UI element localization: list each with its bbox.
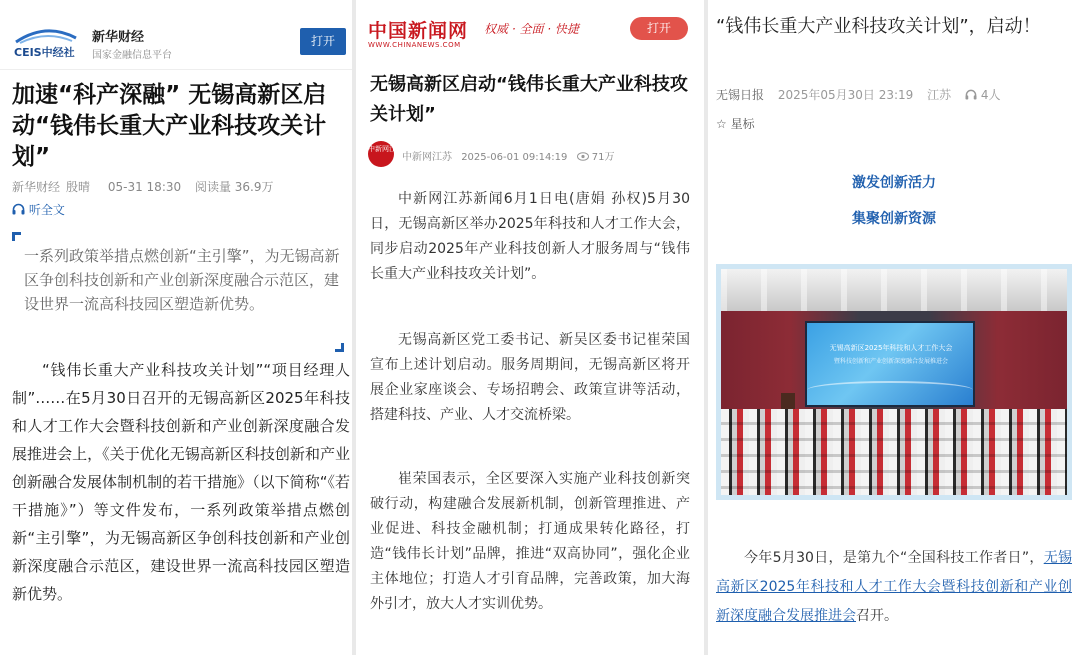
slogan-line: 激发创新活力 <box>852 175 936 191</box>
logo-arc-icon <box>14 28 78 44</box>
photo-stage-screen <box>805 321 975 407</box>
listen-button[interactable] <box>12 201 65 218</box>
meta-source: 中新网江苏 <box>402 152 452 163</box>
para-suffix: 召开。 <box>856 608 898 624</box>
app-header <box>0 0 352 70</box>
conference-photo[interactable] <box>716 264 1072 500</box>
article-paragraph: 崔荣国表示，全区要深入实施产业科技创新突破行动，构建融合发展新机制，创新管理推进、产业促进、科技金融机制；打通成果转化路径，打造“钱伟长计划”品牌，推进“双高协同”，强化企业主体地位；打造人才引育品牌，完善政策，加大海外引才，放大人才实训优势。 <box>370 471 690 612</box>
star-label: 星标 <box>730 117 755 131</box>
para-prefix: 今年5月30日，是第九个“全国科技工作者日”， <box>744 550 1044 566</box>
article-paragraph: 中新网江苏新闻6月1日电(唐娟 孙权)5月30日，无锡高新区举办2025年科技和人才工作大会，同步启动2025年产业科技创新人才服务周与“钱伟长重大产业科技攻关计划”。 <box>370 191 690 282</box>
screen-title: 无锡高新区2025年科技和人才工作大会 <box>829 344 953 352</box>
open-app-button[interactable]: 打开 <box>630 17 688 40</box>
meta-author: 殷晴 <box>66 180 91 194</box>
ceis-logo <box>14 28 78 58</box>
meeting-link[interactable]: 无锡高新区2025年科技和人才工作大会暨科技创新和产业创新深度融合发展推进会 <box>716 550 1072 624</box>
meta-region: 江苏 <box>927 88 952 102</box>
meta-datetime: 2025年05月30日 23:19 <box>777 88 914 102</box>
quote-corner-icon <box>12 232 21 241</box>
article-title: 无锡高新区启动“钱伟长重大产业科技攻关计划” <box>370 74 688 125</box>
chinanews-article-panel <box>356 0 704 655</box>
headphones-icon <box>965 89 977 100</box>
quote-corner-icon <box>335 343 344 352</box>
chinanews-logo <box>368 16 468 49</box>
photo-ceiling-lights <box>721 269 1067 311</box>
listen-label: 听全文 <box>28 203 65 217</box>
brand-subtitle: 国家金融信息平台 <box>92 50 172 61</box>
site-slogan: 权威 · 全面 · 快捷 <box>484 22 579 36</box>
screen-wave <box>807 381 973 399</box>
brand-name: 新华财经 <box>92 30 145 45</box>
star-button[interactable] <box>716 115 755 132</box>
screen-subtitle: 暨科技创新和产业创新深度融合发展推进会 <box>833 358 948 365</box>
source-avatar[interactable]: 中新网江苏 <box>368 141 394 167</box>
meta-source[interactable]: 无锡日报 <box>716 88 765 102</box>
article-title: 加速“科产深融” 无锡高新区启动“钱伟长重大产业科技攻关计划” <box>12 82 327 170</box>
slogan-line: 集聚创新资源 <box>852 211 936 227</box>
wuxi-daily-article-panel <box>708 0 1080 655</box>
article-meta <box>12 178 280 195</box>
headphones-icon <box>12 203 25 215</box>
article-title: “钱伟长重大产业科技攻关计划”，启动！ <box>716 16 1041 37</box>
logo-url: WWW.CHINANEWS.COM <box>368 41 461 49</box>
meta-date: 05-31 18:30 <box>107 180 182 194</box>
photo-audience-rows <box>721 409 1067 500</box>
eye-icon <box>577 152 589 161</box>
meta-datetime: 2025-06-01 09:14:19 <box>461 152 568 163</box>
meta-source: 新华财经 <box>12 180 61 194</box>
summary-quote <box>12 232 342 350</box>
xinhua-article-panel <box>0 0 352 655</box>
meta-listeners: 4人 <box>980 88 1001 102</box>
star-icon: ☆ <box>716 117 727 131</box>
article-body: “钱伟长重大产业科技攻关计划”“项目经理人制”……在5月30日召开的无锡高新区2025年科技和人才工作大会暨科技创新和产业创新深度融合发展推进会上，《关于优化无锡高新区科技创新和产业创新融合发展体制机制的若干措施》（以下简称“《若干措施》”）等文件发布，一系列政策举措点燃创新“主引擎”，为无锡高新区争创科技创新和产业创新深度融合示范区，建设世界一流高科技园区塑造新优势。 <box>12 361 350 603</box>
article-paragraph <box>716 544 1072 631</box>
article-meta <box>716 86 1010 103</box>
meta-views: 71万 <box>591 152 615 163</box>
meta-reads: 阅读量 36.9万 <box>194 180 274 194</box>
open-app-button[interactable]: 打开 <box>300 28 346 55</box>
logo-cn: 中国新闻网 <box>368 20 469 42</box>
logo-text: CEIS中经社 <box>14 46 75 59</box>
quote-text: 一系列政策举措点燃创新“主引擎”，为无锡高新区争创科技创新和产业创新深度融合示范区，建设世界一流高科技园区塑造新优势。 <box>24 247 340 313</box>
article-paragraph: 无锡高新区党工委书记、新吴区委书记崔荣国宣布上述计划启动。服务周期间，无锡高新区将开展企业家座谈会、专场招聘会、政策宣讲等活动，搭建科技、产业、人才交流桥梁。 <box>370 332 690 423</box>
